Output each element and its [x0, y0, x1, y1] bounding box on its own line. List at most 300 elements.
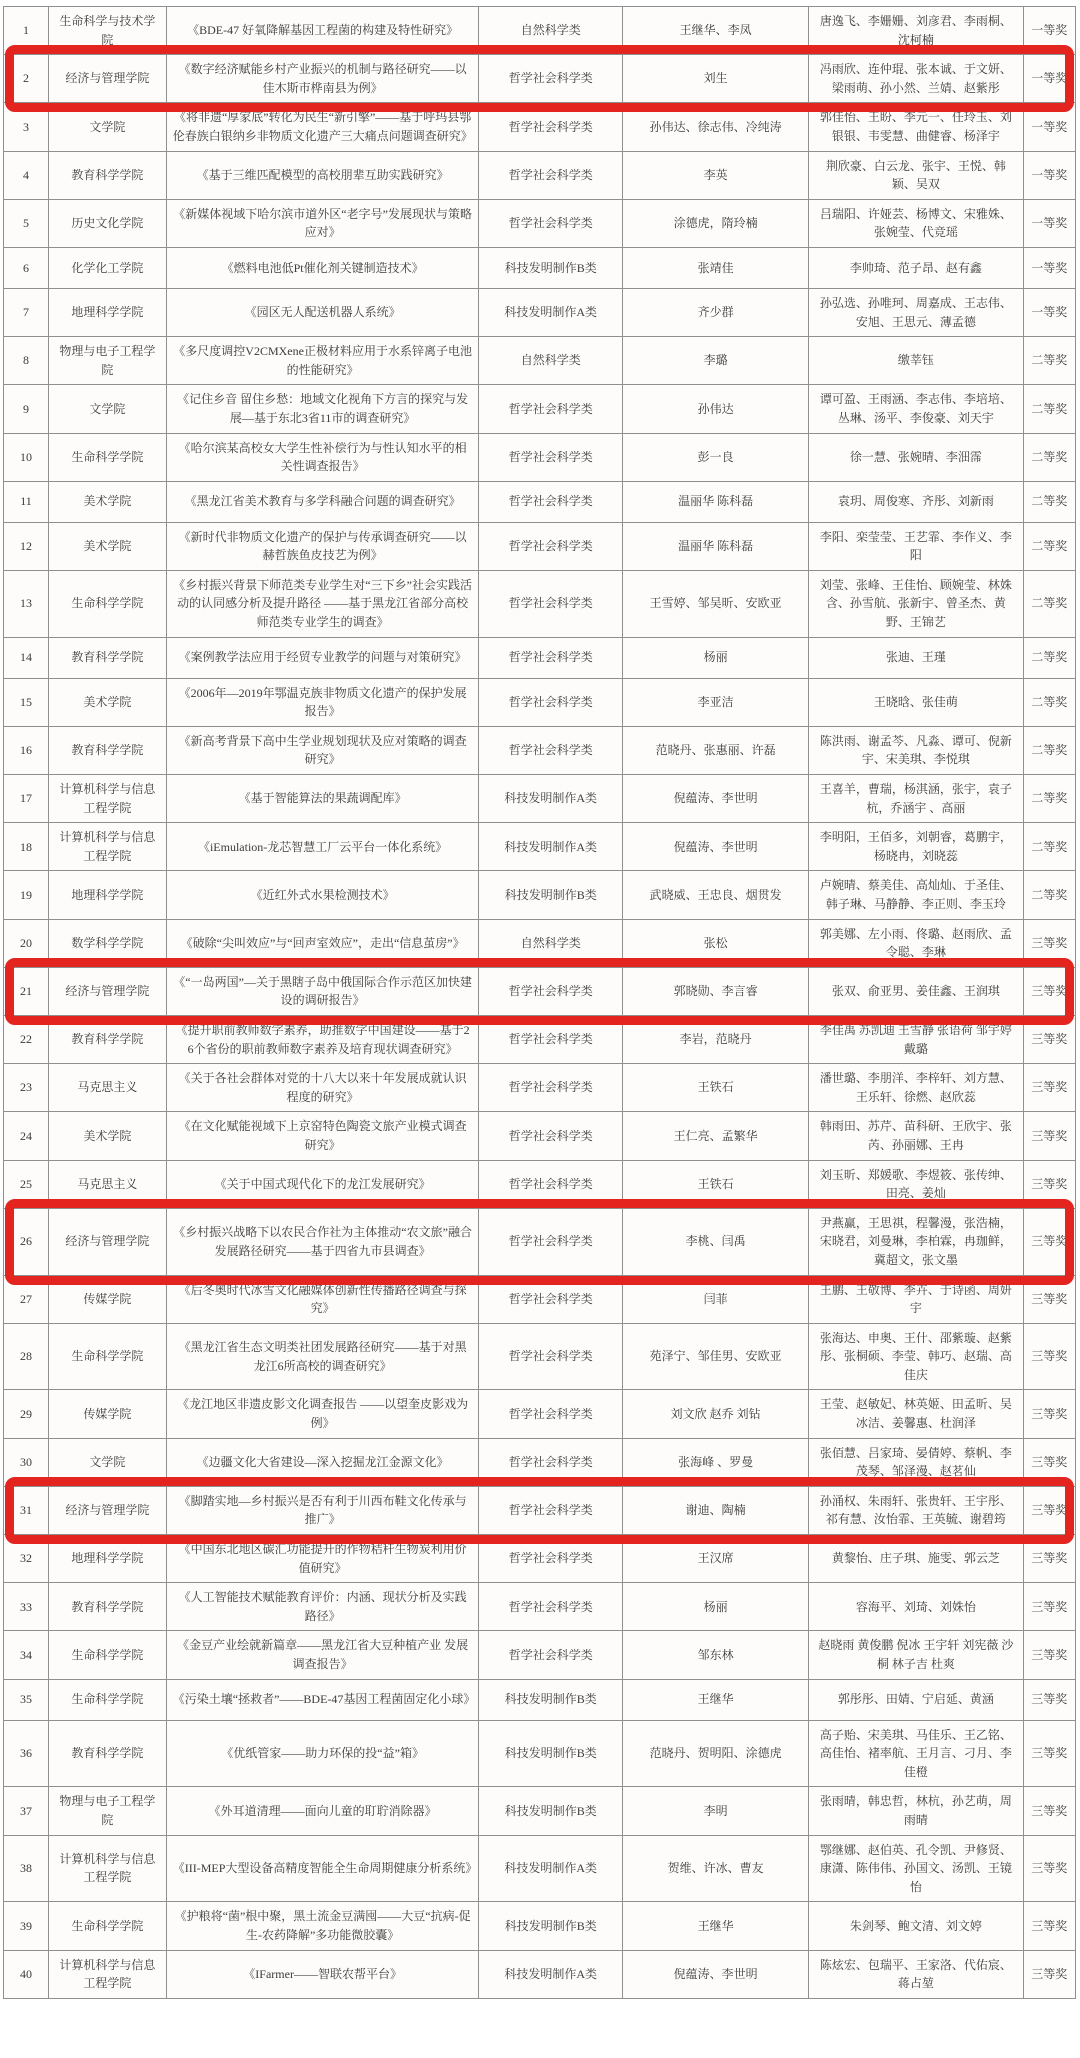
cell-project-title: 《边疆文化大省建设—深入挖掘龙江金源文化》: [167, 1439, 480, 1486]
cell-leaders: 杨丽: [623, 1583, 809, 1630]
cell-index: 3: [4, 103, 49, 150]
cell-award-level: 三等奖: [1031, 984, 1068, 999]
cell-category: 自然科学类: [479, 920, 623, 967]
cell-category: 科技发明制作B类: [479, 1787, 623, 1834]
cell-leaders: 贺维、许冰、曹友: [623, 1836, 809, 1902]
cell-project-title: 《破除“尖叫效应”与“回声室效应”，走出“信息茧房”》: [167, 920, 480, 967]
table-row: [4, 1209, 1075, 1276]
cell-members: 郭佳怡、王盼、李元一、任玲玉、刘银银、韦雯慧、曲健睿、杨泽宇: [809, 103, 1023, 150]
cell-leaders: 闫菲: [623, 1276, 809, 1323]
table-row: [4, 571, 1075, 638]
cell-index: 13: [4, 571, 49, 637]
cell-project-title: 《哈尔滨某高校女大学生性补偿行为与性认知水平的相关性调查报告》: [167, 434, 480, 481]
cell-category: 科技发明制作B类: [479, 1721, 623, 1787]
cell-project-title: 《III-MEP大型设备高精度智能全生命周期健康分析系统》: [167, 1836, 480, 1902]
cell-project-title: 《燃料电池低Pt催化剂关键制造技术》: [167, 248, 480, 288]
table-row: [4, 1112, 1075, 1160]
cell-index: 28: [4, 1324, 49, 1390]
table-row: [4, 1016, 1075, 1064]
cell-members: 吕瑞阳、许娅芸、杨博文、宋雅姝、张婉莹、代竞瑶: [809, 200, 1023, 247]
cell-members: 王晓晗、张佳萌: [809, 679, 1023, 726]
cell-award-level: 三等奖: [1031, 935, 1068, 950]
cell-members: 朱剑琴、鲍文清、刘文婷: [809, 1902, 1023, 1949]
cell-members: 孙弘选、孙唯珂、周嘉成、王志伟、安旭、王思元、薄孟德: [809, 289, 1023, 336]
cell-category: 哲学社会科学类: [479, 1064, 623, 1111]
cell-award-level: 一等奖: [1031, 23, 1068, 38]
cell-members: 王鹏、王敬博、李卉、于诗函、周妍宇: [809, 1276, 1023, 1323]
cell-project-title: 《记住乡音 留住乡愁：地域文化视角下方言的探究与发展—基于东北3省11市的调查研究》: [167, 385, 480, 432]
cell-project-title: 《护粮将“菌”根中聚，黑土流金豆满囤——大豆“抗病-促生-农药降解”多功能微胶囊》: [167, 1902, 480, 1949]
cell-index: 37: [4, 1787, 49, 1834]
cell-college: 传媒学院: [49, 1390, 167, 1437]
cell-index: 11: [4, 482, 49, 522]
cell-category: 科技发明制作B类: [479, 1680, 623, 1720]
cell-college: 生命科学学院: [49, 1680, 167, 1720]
cell-college: 文学院: [49, 103, 167, 150]
table-row: [4, 1064, 1075, 1112]
cell-project-title: 《黑龙江省生态文明类社团发展路径研究——基于对黑龙江6所高校的调查研究》: [167, 1324, 480, 1390]
cell-project-title: 《园区无人配送机器人系统》: [167, 289, 480, 336]
cell-index: 32: [4, 1535, 49, 1582]
cell-award-level: 三等奖: [1031, 1080, 1068, 1095]
cell-award-level: 三等奖: [1031, 1503, 1068, 1518]
cell-project-title: 《将非遗“厚家底”转化为民生“新引擎”——基于呼玛县鄂伦春族白银纳乡非物质文化遗产三大痛点问题调查研究》: [167, 103, 480, 150]
cell-category: 哲学社会科学类: [479, 1390, 623, 1437]
cell-index: 23: [4, 1064, 49, 1111]
cell-members: 潘世璐、李朋洋、李梓轩、刘方慧、王乐轩、徐燃、赵欣蕊: [809, 1064, 1023, 1111]
cell-college: 经济与管理学院: [49, 968, 167, 1015]
cell-award-level: 二等奖: [1031, 694, 1068, 709]
cell-project-title: 《污染土壤“拯救者”——BDE-47基因工程菌固定化小球》: [167, 1680, 480, 1720]
cell-college: 计算机科学与信息工程学院: [49, 775, 167, 822]
cell-category: 科技发明制作B类: [479, 871, 623, 918]
cell-index: 31: [4, 1487, 49, 1534]
cell-project-title: 《关于各社会群体对党的十八大以来十年发展成就认识程度的研究》: [167, 1064, 480, 1111]
cell-leaders: 倪蕴涛、李世明: [623, 1951, 809, 1998]
cell-members: 张佰慧、吕家琦、晏倩婷、蔡帆、李茂琴、邹泽漫、赵茗仙: [809, 1439, 1023, 1486]
cell-award-level: 一等奖: [1031, 305, 1068, 320]
cell-project-title: 《金豆产业绘就新篇章——黑龙江省大豆种植产业 发展调查报告》: [167, 1631, 480, 1678]
cell-project-title: 《乡村振兴战略下以农民合作社为主体推动“农文旅”融合发展路径研究——基于四省九市县调查》: [167, 1209, 480, 1275]
cell-leaders: 涂德虎，隋玲楠: [623, 200, 809, 247]
table-row: [4, 289, 1075, 337]
cell-college: 教育科学学院: [49, 727, 167, 774]
cell-index: 34: [4, 1631, 49, 1678]
cell-college: 生命科学学院: [49, 1631, 167, 1678]
table-row: [4, 1787, 1075, 1835]
cell-award-level: 三等奖: [1031, 1128, 1068, 1143]
cell-index: 22: [4, 1016, 49, 1063]
cell-project-title: 《脚踏实地—乡村振兴是否有利于川西布鞋文化传承与推广》: [167, 1487, 480, 1534]
table-row: [4, 7, 1075, 55]
cell-college: 美术学院: [49, 523, 167, 570]
cell-leaders: 谢迪、陶楠: [623, 1487, 809, 1534]
cell-award-level: 二等奖: [1031, 449, 1068, 464]
table-row: [4, 1836, 1075, 1903]
cell-leaders: 孙伟达: [623, 385, 809, 432]
cell-award-level: 二等奖: [1031, 494, 1068, 509]
cell-index: 17: [4, 775, 49, 822]
cell-members: 陈炫宏、包瑞平、王家洛、代佑宸、蒋占堃: [809, 1951, 1023, 1998]
cell-members: 张雨晴，韩忠哲，林杭，孙艺萌，周雨晴: [809, 1787, 1023, 1834]
cell-members: 郭美娜、左小雨、佟璐、赵雨欣、孟令聪、李琳: [809, 920, 1023, 967]
cell-leaders: 刘文欣 赵乔 刘钻: [623, 1390, 809, 1437]
cell-members: 李佳禹 苏凯迪 王雪静 张语荷 邹宇婷 戴璐: [809, 1016, 1023, 1063]
cell-college: 美术学院: [49, 679, 167, 726]
cell-members: 谭可盈、王雨涵、李志伟、李培培、丛琳、汤平、李俊豪、刘天宇: [809, 385, 1023, 432]
cell-category: 科技发明制作A类: [479, 289, 623, 336]
cell-category: 哲学社会科学类: [479, 523, 623, 570]
cell-leaders: 王汉席: [623, 1535, 809, 1582]
cell-members: 袁玥、周俊寒、齐彤、刘新雨: [809, 482, 1023, 522]
cell-college: 马克思主义: [49, 1161, 167, 1208]
cell-members: 高子贻、宋美琪、马佳乐、王乙铭、高佳怡、褚率航、王月言、刁月、李佳橙: [809, 1721, 1023, 1787]
cell-project-title: 《乡村振兴背景下师范类专业学生对“三下乡”社会实践活动的认同感分析及提升路径 ——基于黑龙江省部分高校师范类专业学生的调查》: [167, 571, 480, 637]
cell-leaders: 张海峰 、罗曼: [623, 1439, 809, 1486]
cell-index: 26: [4, 1209, 49, 1275]
cell-index: 27: [4, 1276, 49, 1323]
cell-leaders: 倪蕴涛、李世明: [623, 775, 809, 822]
cell-award-level: 三等奖: [1031, 1803, 1068, 1818]
cell-category: 哲学社会科学类: [479, 1583, 623, 1630]
cell-index: 18: [4, 823, 49, 870]
cell-project-title: 《基于三维匹配模型的高校朋辈互助实践研究》: [167, 152, 480, 199]
cell-project-title: 《龙江地区非遗皮影文化调查报告 ——以望奎皮影戏为例》: [167, 1390, 480, 1437]
cell-index: 29: [4, 1390, 49, 1437]
table-row: [4, 1324, 1075, 1391]
cell-leaders: 孙伟达、徐志伟、冷纯涛: [623, 103, 809, 150]
cell-project-title: 《基于智能算法的果蔬调配库》: [167, 775, 480, 822]
cell-members: 尹燕赢，王思祺，程馨漫，张浩楠，宋晓君，刘曼琳，李柏霖，冉珈鲜，冀超文，张文墨: [809, 1209, 1023, 1275]
cell-members: 张海达、申奥、王什、邵紫璇、赵紫彤、张桐硕、李莹、韩巧、赵瑞、高佳庆: [809, 1324, 1023, 1390]
cell-members: 陈洪雨、谢孟芩、凡淼、谭可、倪新宇、宋美琪、李悦琪: [809, 727, 1023, 774]
table-row: [4, 482, 1075, 523]
cell-members: 李帅琦、范子昂、赵有鑫: [809, 248, 1023, 288]
cell-project-title: 《后冬奥时代冰雪文化融媒体创新性传播路径调查与探究》: [167, 1276, 480, 1323]
cell-college: 生命科学学院: [49, 571, 167, 637]
cell-category: 哲学社会科学类: [479, 638, 623, 678]
cell-college: 地理科学学院: [49, 1535, 167, 1582]
table-row: [4, 1902, 1075, 1950]
cell-category: 科技发明制作B类: [479, 248, 623, 288]
cell-project-title: 《新高考背景下高中生学业规划现状及应对策略的调查研究》: [167, 727, 480, 774]
cell-college: 地理科学学院: [49, 289, 167, 336]
cell-award-level: 三等奖: [1031, 1454, 1068, 1469]
cell-index: 35: [4, 1680, 49, 1720]
cell-members: 冯雨欣、连仲琨、张本诚、于文妍、梁雨萌、孙小然、兰婧、赵紫彤: [809, 55, 1023, 102]
cell-college: 经济与管理学院: [49, 1209, 167, 1275]
cell-award-level: 二等奖: [1031, 839, 1068, 854]
cell-award-level: 三等奖: [1031, 1176, 1068, 1191]
cell-index: 1: [4, 7, 49, 54]
cell-project-title: 《优纸管家——助力环保的投“益”箱》: [167, 1721, 480, 1787]
cell-award-level: 二等奖: [1031, 596, 1068, 611]
cell-college: 计算机科学与信息工程学院: [49, 1836, 167, 1902]
cell-leaders: 王雪婷、邹吴昕、安欧亚: [623, 571, 809, 637]
table-row: [4, 1161, 1075, 1209]
table-row: [4, 248, 1075, 289]
table-row: [4, 385, 1075, 433]
cell-college: 传媒学院: [49, 1276, 167, 1323]
cell-leaders: 张靖佳: [623, 248, 809, 288]
cell-members: 刘玉昕、郑媛歌、李煜筱、张传绅、田亮、姜灿: [809, 1161, 1023, 1208]
cell-college: 计算机科学与信息工程学院: [49, 823, 167, 870]
table-row: [4, 523, 1075, 571]
cell-category: 科技发明制作A类: [479, 1836, 623, 1902]
cell-members: 韩雨田、苏芹、苗科研、王欣宇、张芮、孙丽娜、王冉: [809, 1112, 1023, 1159]
cell-project-title: 《iEmulation-龙芯智慧工厂云平台一体化系统》: [167, 823, 480, 870]
cell-college: 教育科学学院: [49, 152, 167, 199]
cell-award-level: 三等奖: [1031, 1966, 1068, 1981]
cell-award-level: 三等奖: [1031, 1406, 1068, 1421]
cell-award-level: 三等奖: [1031, 1746, 1068, 1761]
cell-leaders: 温丽华 陈科磊: [623, 523, 809, 570]
cell-index: 21: [4, 968, 49, 1015]
cell-leaders: 温丽华 陈科磊: [623, 482, 809, 522]
cell-category: 哲学社会科学类: [479, 1161, 623, 1208]
cell-index: 30: [4, 1439, 49, 1486]
cell-leaders: 邹东林: [623, 1631, 809, 1678]
cell-category: 哲学社会科学类: [479, 1209, 623, 1275]
cell-members: 李阳、栾莹莹、王艺霏、李作义、李阳: [809, 523, 1023, 570]
table-row: [4, 1583, 1075, 1631]
table-row: [4, 1439, 1075, 1487]
cell-members: 王莹、赵敏妃、林英姬、田孟昕、吴冰洁、姜馨惠、杜润泽: [809, 1390, 1023, 1437]
cell-college: 生命科学学院: [49, 1324, 167, 1390]
cell-members: 刘莹、张峰、王佳怡、顾婉莹、林姝含、孙雪航、张新宇、曾圣杰、黄野、王锦艺: [809, 571, 1023, 637]
table-row: [4, 823, 1075, 871]
cell-leaders: 李明: [623, 1787, 809, 1834]
table-row: [4, 871, 1075, 919]
cell-members: 王喜羊，曹瑞，杨淇涵，张宇，袁子杭，乔涵宇 、高丽: [809, 775, 1023, 822]
table-row: [4, 55, 1075, 103]
cell-college: 教育科学学院: [49, 1016, 167, 1063]
cell-leaders: 武晓威、王忠良、烟贯发: [623, 871, 809, 918]
cell-index: 14: [4, 638, 49, 678]
cell-members: 鄂继娜、赵伯英、孔令凯、尹修贤、康潇、陈伟伟、孙国文、汤凯、王镜怡: [809, 1836, 1023, 1902]
cell-award-level: 二等奖: [1031, 743, 1068, 758]
cell-category: 哲学社会科学类: [479, 152, 623, 199]
cell-members: 赵晓雨 黄俊鹏 倪冰 王宇轩 刘宪薇 沙桐 林子吉 杜爽: [809, 1631, 1023, 1678]
cell-category: 哲学社会科学类: [479, 968, 623, 1015]
cell-award-level: 三等奖: [1031, 1234, 1068, 1249]
table-row: [4, 200, 1075, 248]
cell-leaders: 倪蕴涛、李世明: [623, 823, 809, 870]
cell-category: 科技发明制作A类: [479, 775, 623, 822]
cell-index: 2: [4, 55, 49, 102]
cell-project-title: 《IFarmer——智联农帮平台》: [167, 1951, 480, 1998]
cell-college: 化学化工学院: [49, 248, 167, 288]
table-row: [4, 775, 1075, 823]
cell-members: 徐一慧、张婉晴、李沺霈: [809, 434, 1023, 481]
table-row: [4, 679, 1075, 727]
table-row: [4, 638, 1075, 679]
cell-leaders: 齐少群: [623, 289, 809, 336]
cell-category: 哲学社会科学类: [479, 1487, 623, 1534]
cell-project-title: 《黑龙江省美术教育与多学科融合问题的调查研究》: [167, 482, 480, 522]
cell-category: 哲学社会科学类: [479, 1535, 623, 1582]
cell-leaders: 王铁石: [623, 1064, 809, 1111]
table-row: [4, 1535, 1075, 1583]
cell-college: 美术学院: [49, 1112, 167, 1159]
table-row: [4, 727, 1075, 775]
cell-award-level: 三等奖: [1031, 1349, 1068, 1364]
cell-college: 物理与电子工程学院: [49, 1787, 167, 1834]
cell-project-title: 《新媒体视域下哈尔滨市道外区“老字号”发展现状与策略应对》: [167, 200, 480, 247]
cell-category: 哲学社会科学类: [479, 727, 623, 774]
cell-project-title: 《案例教学法应用于经贸专业教学的问题与对策研究》: [167, 638, 480, 678]
cell-project-title: 《数字经济赋能乡村产业振兴的机制与路径研究——以佳木斯市桦南县为例》: [167, 55, 480, 102]
cell-college: 物理与电子工程学院: [49, 337, 167, 384]
cell-college: 生命科学与技术学院: [49, 7, 167, 54]
cell-category: 哲学社会科学类: [479, 571, 623, 637]
cell-index: 15: [4, 679, 49, 726]
cell-leaders: 王仁亮、孟繁华: [623, 1112, 809, 1159]
cell-project-title: 《近红外式水果检测技术》: [167, 871, 480, 918]
cell-category: 哲学社会科学类: [479, 1631, 623, 1678]
cell-index: 10: [4, 434, 49, 481]
cell-members: 郭彤彤、田婧、宁启延、黄涵: [809, 1680, 1023, 1720]
cell-college: 生命科学学院: [49, 434, 167, 481]
cell-members: 李明阳，王佰多，刘朝睿，葛鹏宇，杨晓冉，刘晓蕊: [809, 823, 1023, 870]
table-row: [4, 103, 1075, 151]
table-row: [4, 1631, 1075, 1679]
table-row: [4, 1390, 1075, 1438]
cell-college: 文学院: [49, 385, 167, 432]
cell-index: 20: [4, 920, 49, 967]
cell-index: 24: [4, 1112, 49, 1159]
cell-category: 哲学社会科学类: [479, 1276, 623, 1323]
cell-members: 张迪、王瑾: [809, 638, 1023, 678]
cell-college: 教育科学学院: [49, 1721, 167, 1787]
cell-project-title: 《提升职前教师数字素养，助推数字中国建设——基于26个省份的职前教师数字素养及培育现状调查研究》: [167, 1016, 480, 1063]
cell-index: 36: [4, 1721, 49, 1787]
table-row: [4, 1721, 1075, 1788]
cell-leaders: 王继华: [623, 1680, 809, 1720]
cell-index: 16: [4, 727, 49, 774]
cell-leaders: 张松: [623, 920, 809, 967]
cell-project-title: 《多尺度调控V2CMXene正极材料应用于水系锌离子电池的性能研究》: [167, 337, 480, 384]
cell-leaders: 王铁石: [623, 1161, 809, 1208]
cell-index: 9: [4, 385, 49, 432]
cell-leaders: 郭晓勋、李言睿: [623, 968, 809, 1015]
cell-category: 自然科学类: [479, 7, 623, 54]
cell-college: 马克思主义: [49, 1064, 167, 1111]
cell-award-level: 一等奖: [1031, 119, 1068, 134]
cell-college: 地理科学学院: [49, 871, 167, 918]
cell-category: 哲学社会科学类: [479, 482, 623, 522]
cell-category: 科技发明制作B类: [479, 1902, 623, 1949]
cell-award-level: 三等奖: [1031, 1032, 1068, 1047]
cell-index: 7: [4, 289, 49, 336]
cell-award-level: 三等奖: [1031, 1918, 1068, 1933]
cell-project-title: 《2006年—2019年鄂温克族非物质文化遗产的保护发展报告》: [167, 679, 480, 726]
cell-category: 哲学社会科学类: [479, 1439, 623, 1486]
table-row: [4, 337, 1075, 385]
cell-category: 哲学社会科学类: [479, 103, 623, 150]
cell-index: 39: [4, 1902, 49, 1949]
table-row: [4, 920, 1075, 968]
cell-members: 卢婉晴、蔡美佳、高灿灿、于圣佳、韩子琳、马静静、李正则、李玉玲: [809, 871, 1023, 918]
cell-project-title: 《人工智能技术赋能教育评价：内涵、现状分析及实践路径》: [167, 1583, 480, 1630]
cell-index: 19: [4, 871, 49, 918]
cell-project-title: 《在文化赋能视域下上京窑特色陶瓷文旅产业模式调查研究》: [167, 1112, 480, 1159]
cell-category: 哲学社会科学类: [479, 55, 623, 102]
cell-college: 经济与管理学院: [49, 55, 167, 102]
cell-leaders: 王继华、李凤: [623, 7, 809, 54]
cell-award-level: 一等奖: [1031, 71, 1068, 86]
cell-index: 12: [4, 523, 49, 570]
cell-index: 5: [4, 200, 49, 247]
cell-leaders: 李岩，范晓丹: [623, 1016, 809, 1063]
cell-award-level: 三等奖: [1031, 1692, 1068, 1707]
cell-award-level: 三等奖: [1031, 1551, 1068, 1566]
cell-award-level: 三等奖: [1031, 1599, 1068, 1614]
table-row: [4, 1680, 1075, 1721]
cell-award-level: 一等奖: [1031, 260, 1068, 275]
cell-leaders: 王继华: [623, 1902, 809, 1949]
cell-index: 6: [4, 248, 49, 288]
cell-index: 4: [4, 152, 49, 199]
cell-college: 文学院: [49, 1439, 167, 1486]
cell-college: 教育科学学院: [49, 638, 167, 678]
awards-table: [3, 6, 1076, 1999]
cell-award-level: 二等奖: [1031, 650, 1068, 665]
cell-award-level: 一等奖: [1031, 167, 1068, 182]
cell-category: 哲学社会科学类: [479, 1324, 623, 1390]
table-row: [4, 152, 1075, 200]
cell-leaders: 苑泽宁、邹佳男、安欧亚: [623, 1324, 809, 1390]
cell-leaders: 刘生: [623, 55, 809, 102]
cell-members: 黄黎怡、庄子琪、施雯、郭云芝: [809, 1535, 1023, 1582]
cell-category: 科技发明制作A类: [479, 1951, 623, 1998]
cell-award-level: 二等奖: [1031, 791, 1068, 806]
cell-index: 38: [4, 1836, 49, 1902]
cell-project-title: 《“一岛两国”—关于黑瞎子岛中俄国际合作示范区加快建设的调研报告》: [167, 968, 480, 1015]
cell-category: 科技发明制作A类: [479, 823, 623, 870]
cell-award-level: 一等奖: [1031, 216, 1068, 231]
table-row: [4, 434, 1075, 482]
cell-leaders: 范晓丹、张惠丽、许磊: [623, 727, 809, 774]
cell-award-level: 三等奖: [1031, 1647, 1068, 1662]
cell-members: 孙涌权、朱雨轩、张贵轩、王宇彤、祁有慧、汝怡霏、王英毓、谢碧筠: [809, 1487, 1023, 1534]
cell-index: 25: [4, 1161, 49, 1208]
cell-award-level: 二等奖: [1031, 401, 1068, 416]
cell-award-level: 二等奖: [1031, 353, 1068, 368]
cell-members: 张双、俞亚男、姜佳鑫、王润琪: [809, 968, 1023, 1015]
cell-index: 40: [4, 1951, 49, 1998]
cell-category: 哲学社会科学类: [479, 679, 623, 726]
cell-members: 唐逸飞、李姗姗、刘彦君、李雨桐、沈柯楠: [809, 7, 1023, 54]
cell-category: 自然科学类: [479, 337, 623, 384]
cell-award-level: 三等奖: [1031, 1291, 1068, 1306]
cell-leaders: 范晓丹、贺明阳、涂德虎: [623, 1721, 809, 1787]
cell-leaders: 李璐: [623, 337, 809, 384]
table-row: [4, 968, 1075, 1016]
cell-members: 缴莘钰: [809, 337, 1023, 384]
table-row: [4, 1276, 1075, 1324]
cell-award-level: 二等奖: [1031, 887, 1068, 902]
cell-leaders: 李英: [623, 152, 809, 199]
cell-index: 33: [4, 1583, 49, 1630]
cell-index: 8: [4, 337, 49, 384]
cell-leaders: 杨丽: [623, 638, 809, 678]
table-row: [4, 1487, 1075, 1535]
cell-category: 哲学社会科学类: [479, 1112, 623, 1159]
cell-category: 哲学社会科学类: [479, 1016, 623, 1063]
cell-project-title: 《中国东北地区碳汇功能提升的作物秸秆生物炭利用价值研究》: [167, 1535, 480, 1582]
cell-college: 经济与管理学院: [49, 1487, 167, 1534]
